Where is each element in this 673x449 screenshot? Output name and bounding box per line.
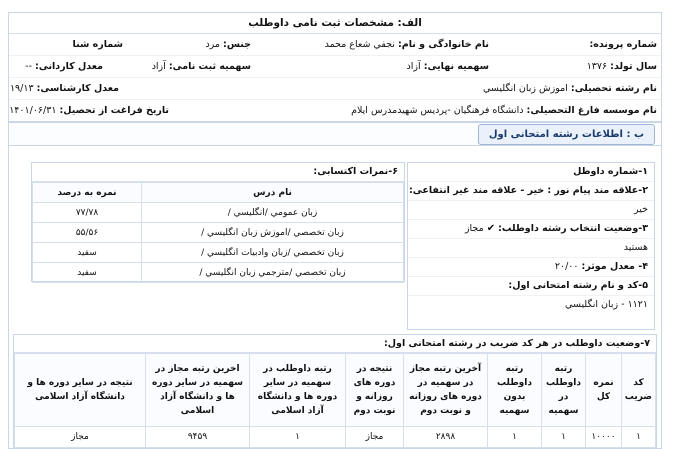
status-cell: ۲۸۹۸ bbox=[404, 427, 488, 448]
course-cell: زبان تخصصي /مترجمي زبان انگليسي / bbox=[142, 263, 404, 283]
score-cell: سفيد bbox=[33, 243, 142, 263]
score-header: نمره به درصد bbox=[33, 183, 142, 203]
score-cell: سفيد bbox=[33, 263, 142, 283]
selection-status-cont-line: هستيد bbox=[408, 239, 654, 258]
course-header: نام درس bbox=[142, 183, 404, 203]
name-cell bbox=[255, 34, 493, 55]
effective-avg-value: ۲۰/۰۰ bbox=[554, 261, 579, 272]
status-cell: مجاز bbox=[15, 427, 146, 448]
gender-value: مرد bbox=[205, 39, 221, 50]
field-cell bbox=[123, 78, 661, 99]
table-row bbox=[33, 243, 404, 263]
reg-quota-label: سهمیه ثبت نامی: bbox=[168, 61, 251, 72]
status-header: رتبه داوطلب در سهمیه bbox=[542, 354, 586, 427]
grades-title: ۶-نمرات اکتسابی: bbox=[32, 163, 404, 182]
exam-field-label: ۵-کد و نام رشته امتحانی اول: bbox=[408, 277, 654, 296]
interest-value: خیر - علاقه مند غیر انتفاعی: bbox=[408, 185, 545, 196]
status-cell: مجاز bbox=[346, 427, 404, 448]
coefficient-status-box bbox=[13, 334, 657, 449]
reg-quota-value: آزاد bbox=[151, 61, 166, 72]
section-b-header bbox=[8, 122, 662, 146]
registration-info-section bbox=[8, 12, 662, 122]
institute-cell bbox=[173, 100, 661, 121]
status-cell: ۱ bbox=[542, 427, 586, 448]
info-row-4 bbox=[9, 100, 661, 121]
gender-label: جنس: bbox=[223, 39, 251, 50]
grad-date-label: تاریخ فراغت از تحصیل: bbox=[59, 105, 169, 116]
status-header-row bbox=[15, 354, 656, 427]
final-quota-cell bbox=[255, 56, 493, 77]
check-icon: ✔ bbox=[486, 223, 496, 234]
section-a-title: الف: مشخصات ثبت نامی داوطلب bbox=[9, 13, 661, 34]
grades-header-row bbox=[33, 183, 404, 203]
name-value: نجفي شعاع محمد bbox=[324, 39, 395, 50]
effective-avg-line bbox=[408, 258, 654, 277]
course-cell: زبان عمومي /انگليسي / bbox=[142, 203, 404, 223]
section-b-body bbox=[8, 146, 662, 449]
final-quota-label: سهمیه نهایی: bbox=[423, 61, 489, 72]
selection-status-label: ۳-وضعیت انتخاب رشته داوطلب: bbox=[498, 223, 648, 234]
info-row-2 bbox=[9, 56, 661, 78]
file-no-cell bbox=[493, 34, 661, 55]
selection-status-line bbox=[408, 220, 654, 239]
ba-avg-value: ۱۹/۱۳ bbox=[9, 83, 34, 94]
table-row bbox=[33, 223, 404, 243]
file-no-label: شماره پرونده: bbox=[589, 39, 657, 50]
acquired-grades-box bbox=[31, 162, 405, 282]
ba-avg-cell bbox=[9, 78, 123, 99]
field-label: نام رشته تحصیلی: bbox=[570, 83, 657, 94]
score-cell: ۷۷/۷۸ bbox=[33, 203, 142, 223]
status-cell: ۱ bbox=[250, 427, 346, 448]
status-header: نتیجه در دوره های روزانه و نوبت دوم bbox=[346, 354, 404, 427]
id-label: شماره شنا bbox=[72, 39, 123, 50]
effective-avg-label: ۴- معدل موثر: bbox=[581, 261, 648, 272]
status-header: نمره کل bbox=[586, 354, 622, 427]
field-value: اموزش زبان انگليسي bbox=[482, 83, 568, 94]
birth-label: سال تولد: bbox=[610, 61, 657, 72]
table-row bbox=[15, 427, 656, 448]
status-cell: ۱ bbox=[488, 427, 542, 448]
id-cell bbox=[9, 34, 127, 55]
candidate-info-box bbox=[407, 162, 655, 330]
associate-avg-cell bbox=[9, 56, 107, 77]
status-table bbox=[14, 353, 656, 448]
interest-cont-line: خير bbox=[408, 201, 654, 220]
birth-cell bbox=[493, 56, 661, 77]
institute-value: دانشگاه فرهنگيان -پرديس شهيدمدرس ايلام bbox=[351, 105, 524, 116]
interest-label: ۲-علاقه مند پیام نور : bbox=[547, 185, 648, 196]
institute-label: نام موسسه فارغ التحصیلی: bbox=[526, 105, 657, 116]
status-header: رتبه داوطلب بدون سهمیه bbox=[488, 354, 542, 427]
gender-cell bbox=[127, 34, 255, 55]
course-cell: زبان تخصصي /اموزش زبان انگليسي / bbox=[142, 223, 404, 243]
final-quota-value: آزاد bbox=[406, 61, 421, 72]
table-row bbox=[33, 203, 404, 223]
candidate-number-line: ۱-شماره داوطل bbox=[408, 163, 654, 182]
tab-exam-field-info[interactable]: ب : اطلاعات رشته امتحانی اول bbox=[478, 124, 655, 145]
status-cell: ۹۴۵۹ bbox=[146, 427, 250, 448]
course-cell: زبان تخصصي /زبان وادبيات انگليسي / bbox=[142, 243, 404, 263]
status-header: نتیجه در سایر دوره ها و دانشگاه آزاد اسلامی bbox=[15, 354, 146, 427]
status-title: ۷-وضعیت داوطلب در هر کد ضریب در رشته امتحانی اول: bbox=[14, 335, 656, 353]
status-header: اخرین رتبه مجاز در سهمیه در سایر دوره ها و دانشگاه آزاد اسلامی bbox=[146, 354, 250, 427]
status-cell: ۱ bbox=[622, 427, 656, 448]
ba-avg-label: معدل کارشناسی: bbox=[36, 83, 119, 94]
selection-status-value: مجاز bbox=[464, 223, 484, 234]
status-header: کد ضریب bbox=[622, 354, 656, 427]
grades-table bbox=[32, 182, 404, 283]
score-cell: ۵۵/۵۶ bbox=[33, 223, 142, 243]
birth-value: ۱۳۷۶ bbox=[586, 61, 608, 72]
associate-avg-value: -- bbox=[25, 61, 33, 72]
info-row-1 bbox=[9, 34, 661, 56]
name-label: نام خانوادگی و نام: bbox=[397, 39, 489, 50]
status-header: رتبه داوطلب در سهمیه در سایر دوره ها و دانشگاه آزاد اسلامی bbox=[250, 354, 346, 427]
interest-line bbox=[408, 182, 654, 201]
grad-date-value: ۱۴۰۱/۰۶/۳۱ bbox=[9, 105, 57, 116]
exam-field-value: ۱۱۲۱ - زبان انگليسي bbox=[565, 299, 648, 310]
info-row-3 bbox=[9, 78, 661, 100]
reg-quota-cell bbox=[107, 56, 255, 77]
associate-avg-label: معدل کاردانی: bbox=[35, 61, 103, 72]
grad-date-cell bbox=[9, 100, 173, 121]
status-header: آخرین رتبه مجاز در سهمیه در دوره های روزانه و نوبت دوم bbox=[404, 354, 488, 427]
table-row bbox=[33, 263, 404, 283]
status-cell: ۱۰۰۰۰ bbox=[586, 427, 622, 448]
